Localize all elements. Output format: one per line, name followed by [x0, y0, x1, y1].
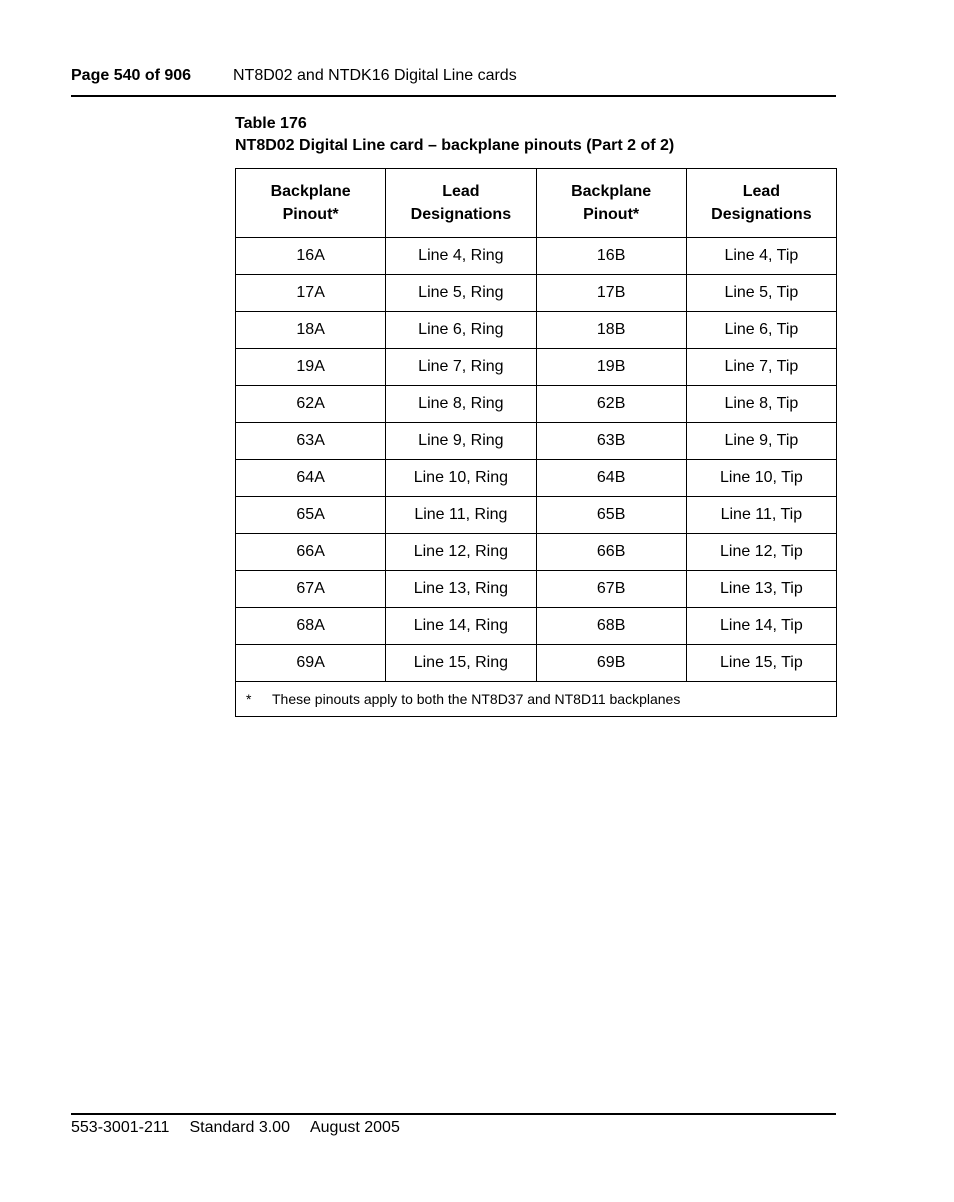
backplane-pinout-a-cell: 19A — [236, 349, 386, 386]
backplane-pinout-a-cell: 65A — [236, 497, 386, 534]
lead-designation-b-cell: Line 6, Tip — [686, 312, 836, 349]
lead-designation-a-cell: Line 5, Ring — [386, 275, 536, 312]
column-header-backplane-pinout-b: Backplane Pinout* — [536, 169, 686, 238]
table-row — [236, 349, 837, 386]
lead-designation-b-cell: Line 4, Tip — [686, 238, 836, 275]
footnote-marker: * — [246, 691, 252, 707]
footnote-text: These pinouts apply to both the NT8D37 and NT8D11 backplanes — [272, 691, 681, 707]
backplane-pinout-b-cell: 69B — [536, 645, 686, 682]
lead-designation-b-cell: Line 12, Tip — [686, 534, 836, 571]
backplane-pinout-a-cell: 62A — [236, 386, 386, 423]
header-divider — [71, 95, 836, 97]
table-row — [236, 534, 837, 571]
lead-designation-a-cell: Line 7, Ring — [386, 349, 536, 386]
table-title: NT8D02 Digital Line card – backplane pinouts (Part 2 of 2) — [235, 137, 675, 154]
table-row — [236, 275, 837, 312]
table-row — [236, 460, 837, 497]
backplane-pinout-b-cell: 18B — [536, 312, 686, 349]
lead-designation-a-cell: Line 11, Ring — [386, 497, 536, 534]
backplane-pinout-b-cell: 16B — [536, 238, 686, 275]
column-header-lead-designations-a: Lead Designations — [386, 169, 536, 238]
table-footnote-row — [236, 682, 837, 717]
backplane-pinout-a-cell: 67A — [236, 571, 386, 608]
lead-designation-b-cell: Line 13, Tip — [686, 571, 836, 608]
lead-designation-a-cell: Line 14, Ring — [386, 608, 536, 645]
backplane-pinout-b-cell: 19B — [536, 349, 686, 386]
table-row — [236, 497, 837, 534]
lead-designation-b-cell: Line 10, Tip — [686, 460, 836, 497]
table-row — [236, 386, 837, 423]
backplane-pinout-a-cell: 64A — [236, 460, 386, 497]
backplane-pinout-b-cell: 67B — [536, 571, 686, 608]
lead-designation-b-cell: Line 8, Tip — [686, 386, 836, 423]
table-number: Table 176 — [235, 115, 307, 132]
lead-designation-a-cell: Line 10, Ring — [386, 460, 536, 497]
column-header-backplane-pinout-a: Backplane Pinout* — [236, 169, 386, 238]
document-number: 553-3001-211 — [71, 1119, 170, 1136]
table-header-row — [236, 169, 837, 238]
table-footnote — [236, 682, 837, 717]
backplane-pinout-b-cell: 66B — [536, 534, 686, 571]
lead-designation-a-cell: Line 13, Ring — [386, 571, 536, 608]
backplane-pinout-b-cell: 65B — [536, 497, 686, 534]
lead-designation-b-cell: Line 11, Tip — [686, 497, 836, 534]
backplane-pinout-a-cell: 66A — [236, 534, 386, 571]
footer-divider — [71, 1113, 836, 1115]
column-header-lead-designations-b: Lead Designations — [686, 169, 836, 238]
table-row — [236, 571, 837, 608]
page-number: Page 540 of 906 — [71, 67, 192, 84]
lead-designation-a-cell: Line 15, Ring — [386, 645, 536, 682]
lead-designation-a-cell: Line 12, Ring — [386, 534, 536, 571]
document-title: NT8D02 and NTDK16 Digital Line cards — [233, 67, 517, 84]
backplane-pinout-a-cell: 17A — [236, 275, 386, 312]
backplane-pinout-b-cell: 17B — [536, 275, 686, 312]
pinout-table — [235, 168, 837, 717]
backplane-pinout-b-cell: 68B — [536, 608, 686, 645]
lead-designation-a-cell: Line 8, Ring — [386, 386, 536, 423]
standard-version: Standard 3.00 — [189, 1119, 290, 1136]
table-body — [236, 238, 837, 682]
page-header — [71, 66, 517, 86]
backplane-pinout-a-cell: 63A — [236, 423, 386, 460]
table-row — [236, 238, 837, 275]
table-row — [236, 608, 837, 645]
lead-designation-a-cell: Line 9, Ring — [386, 423, 536, 460]
backplane-pinout-b-cell: 63B — [536, 423, 686, 460]
backplane-pinout-b-cell: 64B — [536, 460, 686, 497]
backplane-pinout-a-cell: 69A — [236, 645, 386, 682]
table-row — [236, 312, 837, 349]
publication-date: August 2005 — [309, 1119, 400, 1136]
lead-designation-b-cell: Line 14, Tip — [686, 608, 836, 645]
table-caption — [235, 113, 674, 157]
lead-designation-b-cell: Line 7, Tip — [686, 349, 836, 386]
lead-designation-b-cell: Line 9, Tip — [686, 423, 836, 460]
table-row — [236, 423, 837, 460]
backplane-pinout-a-cell: 16A — [236, 238, 386, 275]
lead-designation-a-cell: Line 4, Ring — [386, 238, 536, 275]
lead-designation-b-cell: Line 15, Tip — [686, 645, 836, 682]
backplane-pinout-a-cell: 68A — [236, 608, 386, 645]
lead-designation-a-cell: Line 6, Ring — [386, 312, 536, 349]
table-row — [236, 645, 837, 682]
backplane-pinout-b-cell: 62B — [536, 386, 686, 423]
lead-designation-b-cell: Line 5, Tip — [686, 275, 836, 312]
page-footer — [71, 1118, 420, 1138]
backplane-pinout-a-cell: 18A — [236, 312, 386, 349]
